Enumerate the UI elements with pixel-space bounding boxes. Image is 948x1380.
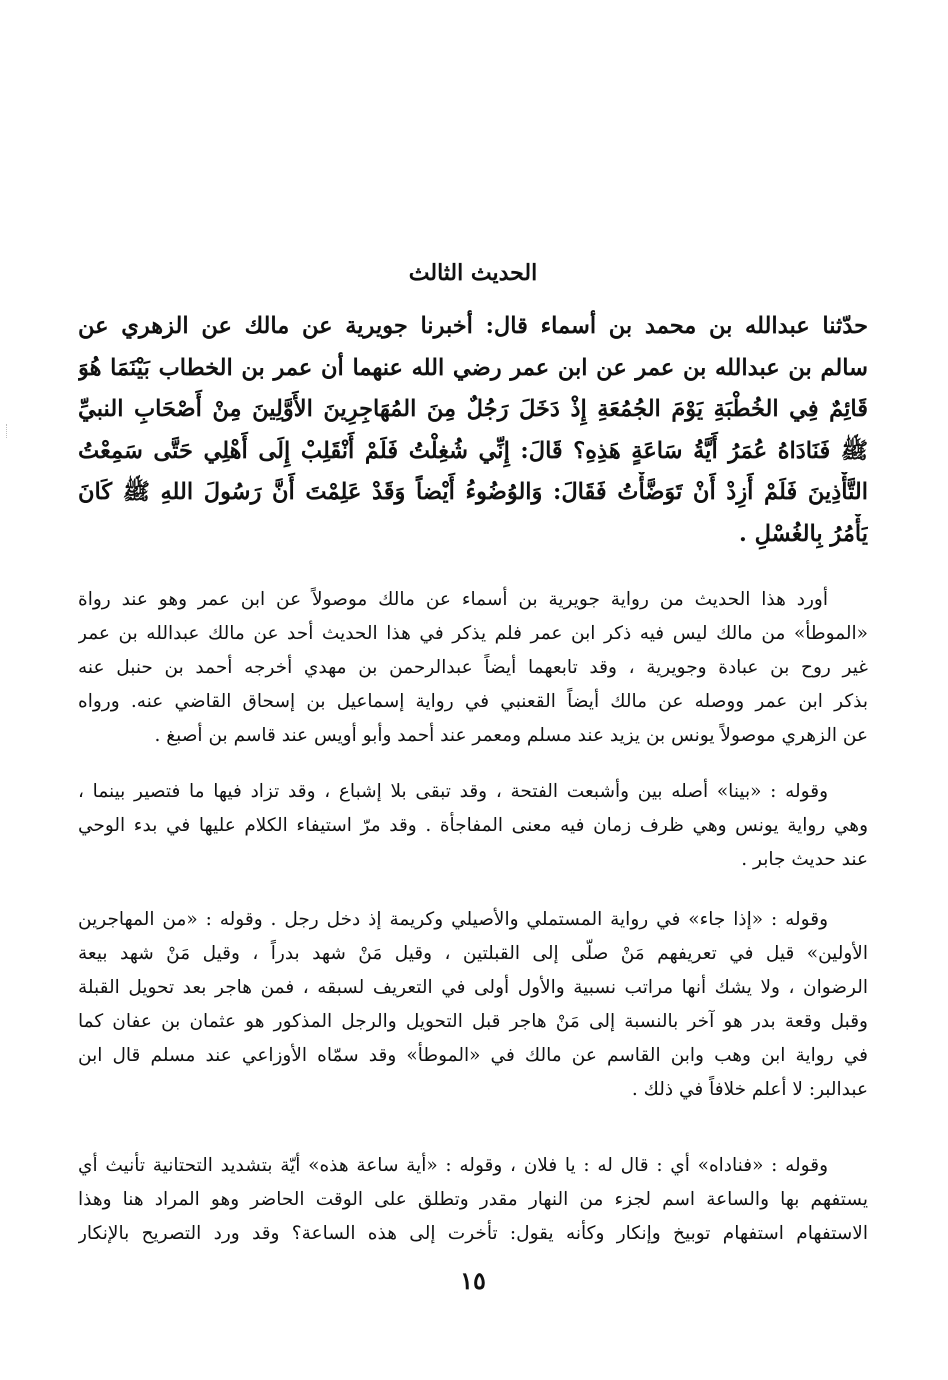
- hadith-line: ﷺ فَنَادَاهُ عُمَرُ أَيَّةُ سَاعَةٍ هَذِهِ؟ قَالَ: إِنِّي شُغِلْتُ فَلَمْ أَنْقَلِبْ إِلَى أَهْلِي حَتَّى سَمِعْتُ: [78, 437, 868, 464]
- book-page: [78, 0, 868, 1380]
- hadith-line: التَّأْذِينَ فَلَمْ أَزِدْ أَنْ تَوَضَّأْتُ فَقَالَ: وَالوُضُوءُ أَيْضاً وَقَدْ عَلِمْتَ أَنَّ رَسُولَ اللهِ ﷺ كَانَ: [78, 479, 868, 505]
- commentary-paragraph-4: [78, 1149, 868, 1251]
- paragraph-line: عبدالبر: لا أعلم خلافاً في ذلك .: [631, 1079, 868, 1100]
- paragraph-line: يستفهم بها والساعة اسم لجزء من النهار مقدر وتطلق على الوقت الحاضر وهو المراد هنا وهذا: [78, 1189, 868, 1210]
- hadith-line: سالم بن عبدالله بن عمر عن ابن عمر رضي الله عنهما أن عمر بن الخطاب بَيْنَمَا هُوَ: [78, 354, 868, 381]
- hadith-line: يَأْمُرُ بِالغُسْلِ .: [738, 520, 868, 547]
- hadith-line: حدّثنا عبدالله بن محمد بن أسماء قال: أخبرنا جويرية عن مالك عن الزهري عن: [78, 313, 868, 339]
- hadith-text: [78, 306, 868, 555]
- paragraph-line: وقبل وقعة بدر هو آخر بالنسبة إلى مَنْ هاجر قبل التحويل والرجل المذكور هو عثمان بن عفان كما: [78, 1011, 868, 1032]
- paragraph-line: وقوله : «إذا جاء» في رواية المستملي والأصيلي وكريمة إذ دخل رجل . وقوله : «من المهاجرين: [78, 909, 828, 930]
- paragraph-line: عن الزهري موصولاً يونس بن يزيد عند مسلم ومعمر عند أحمد وأبو أويس عند قاسم بن أصبغ .: [154, 725, 868, 746]
- paragraph-line: أورد هذا الحديث من رواية جويرية بن أسماء عن مالك موصولاً عن ابن عمر وهو عند رواة: [78, 589, 828, 610]
- page-number: ١٥: [460, 1266, 486, 1295]
- commentary-paragraph-2: [78, 775, 868, 877]
- paragraph-line: الأولين» قيل في تعريفهم مَنْ صلّى إلى القبلتين ، وقيل مَنْ شهد بدراً ، وقيل مَنْ شهد بيعة: [78, 943, 868, 964]
- commentary-paragraph-3: [78, 903, 868, 1107]
- paragraph-line: وقوله : «فناداه» أي : قال له : يا فلان ، وقوله : «أية ساعة هذه» أيّة بتشديد التحتانية تأنيث أي: [78, 1155, 828, 1176]
- section-title: الحديث الثالث: [408, 260, 538, 286]
- paragraph-line: عند حديث جابر .: [741, 849, 868, 870]
- paragraph-line: غير روح بن عبادة وجويرية ، وقد تابعهما أيضاً عبدالرحمن بن مهدي أخرجه أحمد بن حنبل عنه: [78, 657, 868, 678]
- paragraph-line: في رواية ابن وهب وابن القاسم عن مالك في «الموطأ» وقد سمّاه الأوزاعي عند مسلم قال ابن: [78, 1045, 868, 1066]
- paragraph-line: بذكر ابن عمر ووصله عن مالك أيضاً القعنبي في رواية إسماعيل بن إسحاق القاضي عنه. ورواه: [78, 691, 868, 712]
- hadith-line: قَائِمٌ فِي الخُطْبَةِ يَوْمَ الجُمُعَةِ إِذْ دَخَلَ رَجُلٌ مِنَ المُهَاجِرِينَ الأَوَّلِينَ مِنْ أَصْحَابِ النبيِّ: [78, 396, 868, 422]
- commentary-paragraph-1: [78, 583, 868, 753]
- paragraph-line: «الموطأ» من مالك ليس فيه ذكر ابن عمر فلم يذكر في هذا الحديث أحد عن مالك عبدالله بن عمر: [78, 623, 868, 644]
- paragraph-line: الرضوان ، ولا يشك أنها مراتب نسبية والأول أولى في التعريف لسبقه ، فمن هاجر بعد تحويل القبلة: [78, 977, 868, 998]
- margin-mark: [6, 424, 13, 438]
- paragraph-line: وهي رواية يونس وهي ظرف زمان فيه معنى المفاجأة . وقد مرّ استيفاء الكلام عليها في بدء الوحي: [78, 815, 868, 836]
- paragraph-line: وقوله : «بينا» أصله بين وأشبعت الفتحة ، وقد تبقى بلا إشباع ، وقد تزاد فيها ما فتصير بينما ،: [78, 781, 828, 802]
- paragraph-line: الاستفهام استفهام توبيخ وإنكار وكأنه يقول: تأخرت إلى هذه الساعة؟ وقد ورد التصريح بالإنكار: [78, 1223, 868, 1244]
